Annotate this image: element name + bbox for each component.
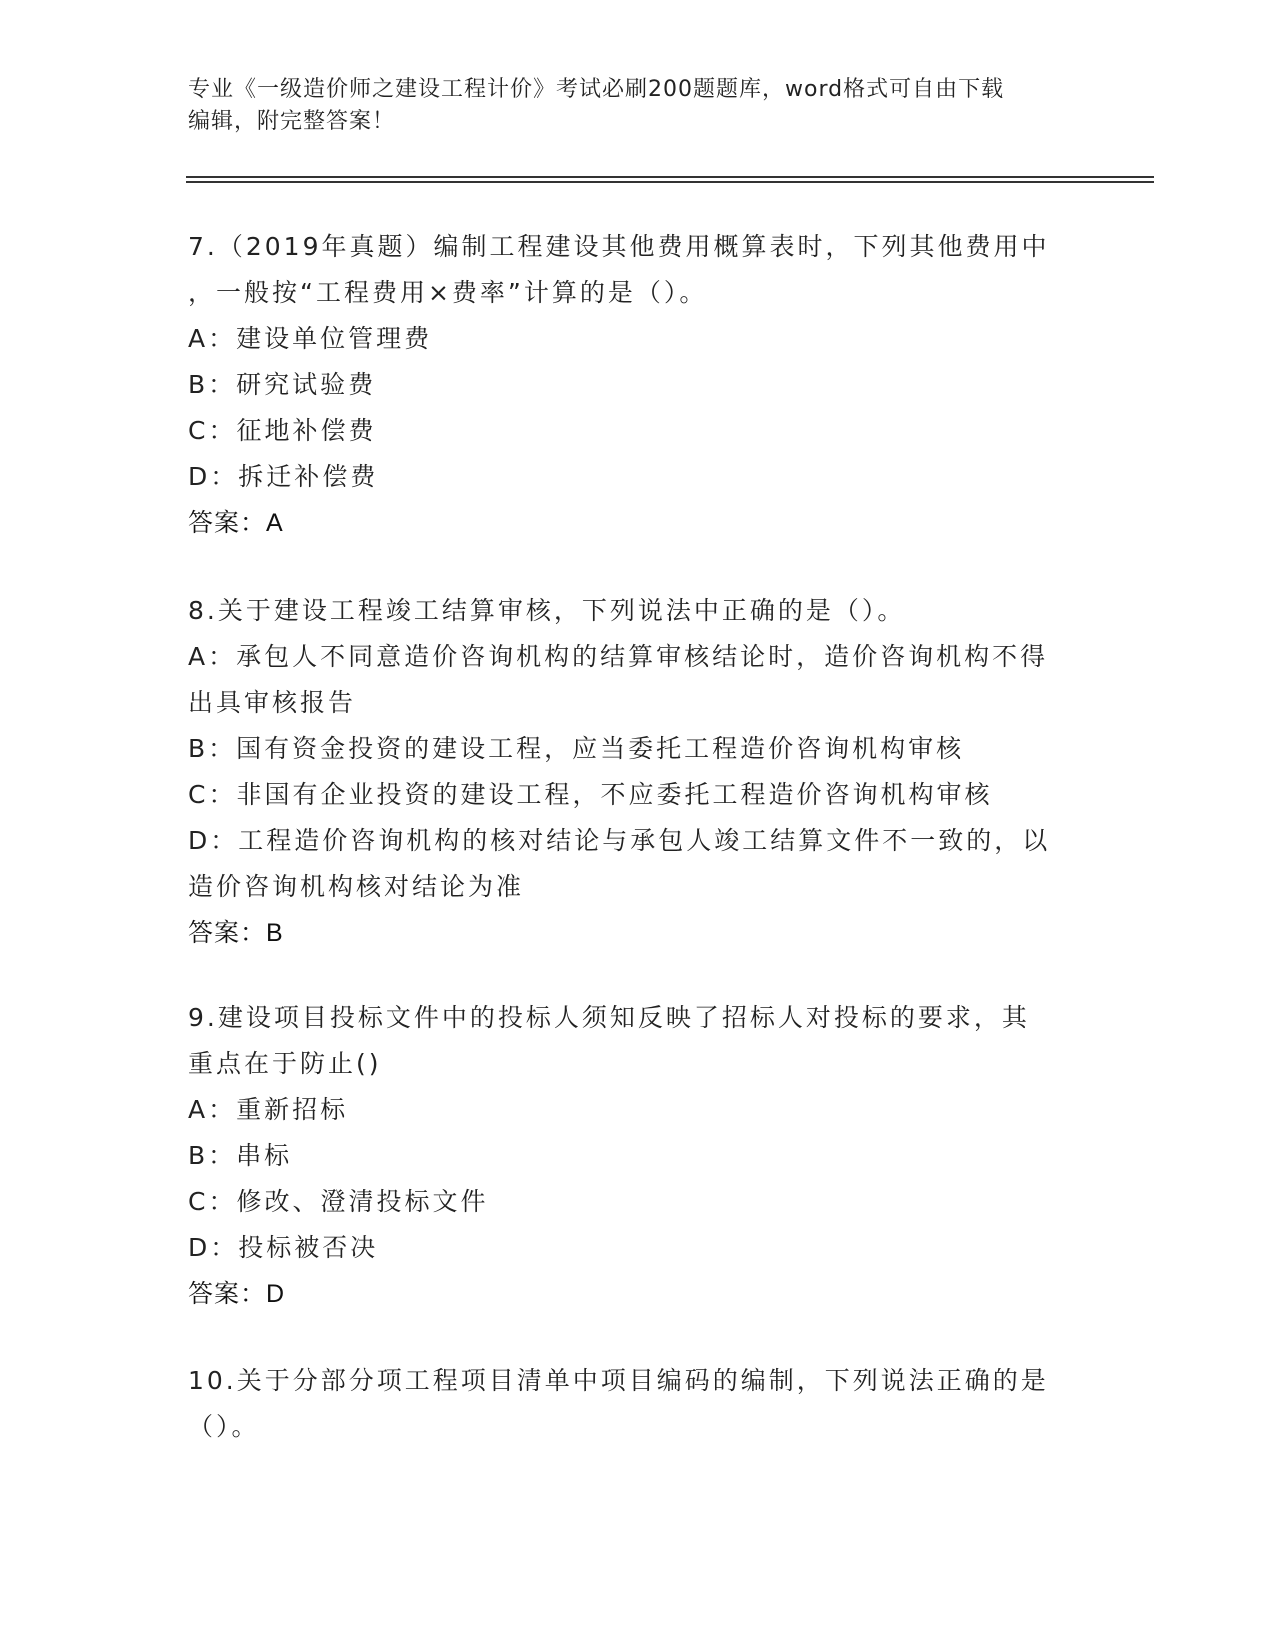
option-d: D：工程造价咨询机构的核对结论与承包人竣工结算文件不一致的，以 <box>188 826 1051 855</box>
question-8 <box>188 588 1088 956</box>
question-7 <box>188 224 1088 546</box>
option-a: A：建设单位管理费 <box>188 324 433 353</box>
header-line-1: 专业《一级造价师之建设工程计价》考试必刷200题题库，word格式可自由下载 <box>188 77 1005 102</box>
question-stem-line: 8.关于建设工程竣工结算审核，下列说法中正确的是（）。 <box>188 596 906 625</box>
option-a: A：重新招标 <box>188 1095 349 1124</box>
document-header <box>188 74 1088 138</box>
option-b: B：串标 <box>188 1141 293 1170</box>
question-stem-line: 7.（2019年真题）编制工程建设其他费用概算表时，下列其他费用中 <box>188 232 1050 261</box>
question-stem-line: （）。 <box>188 1412 260 1441</box>
question-stem-line: ，一般按“工程费用×费率”计算的是（）。 <box>188 278 708 307</box>
answer-label: 答案：B <box>188 919 284 947</box>
answer-label: 答案：A <box>188 509 284 537</box>
option-c: C：征地补偿费 <box>188 416 377 445</box>
option-c: C：非国有企业投资的建设工程，不应委托工程造价咨询机构审核 <box>188 780 993 809</box>
question-stem-line: 重点在于防止() <box>188 1049 382 1078</box>
question-stem-line: 10.关于分部分项工程项目清单中项目编码的编制，下列说法正确的是 <box>188 1366 1049 1395</box>
option-d: D：拆迁补偿费 <box>188 462 379 491</box>
header-divider <box>186 176 1154 178</box>
header-line-2: 编辑，附完整答案！ <box>188 109 396 134</box>
option-b: B：研究试验费 <box>188 370 377 399</box>
header-divider-secondary <box>186 181 1154 183</box>
option-a: A：承包人不同意造价咨询机构的结算审核结论时，造价咨询机构不得 <box>188 642 1049 671</box>
question-9 <box>188 995 1088 1317</box>
option-b: B：国有资金投资的建设工程，应当委托工程造价咨询机构审核 <box>188 734 965 763</box>
question-10 <box>188 1358 1088 1450</box>
option-c: C：修改、澄清投标文件 <box>188 1187 489 1216</box>
question-stem-line: 9.建设项目投标文件中的投标人须知反映了招标人对投标的要求，其 <box>188 1003 1030 1032</box>
option-a-continued: 出具审核报告 <box>188 688 357 717</box>
answer-label: 答案：D <box>188 1280 286 1308</box>
option-d-continued: 造价咨询机构核对结论为准 <box>188 872 525 901</box>
option-d: D：投标被否决 <box>188 1233 379 1262</box>
